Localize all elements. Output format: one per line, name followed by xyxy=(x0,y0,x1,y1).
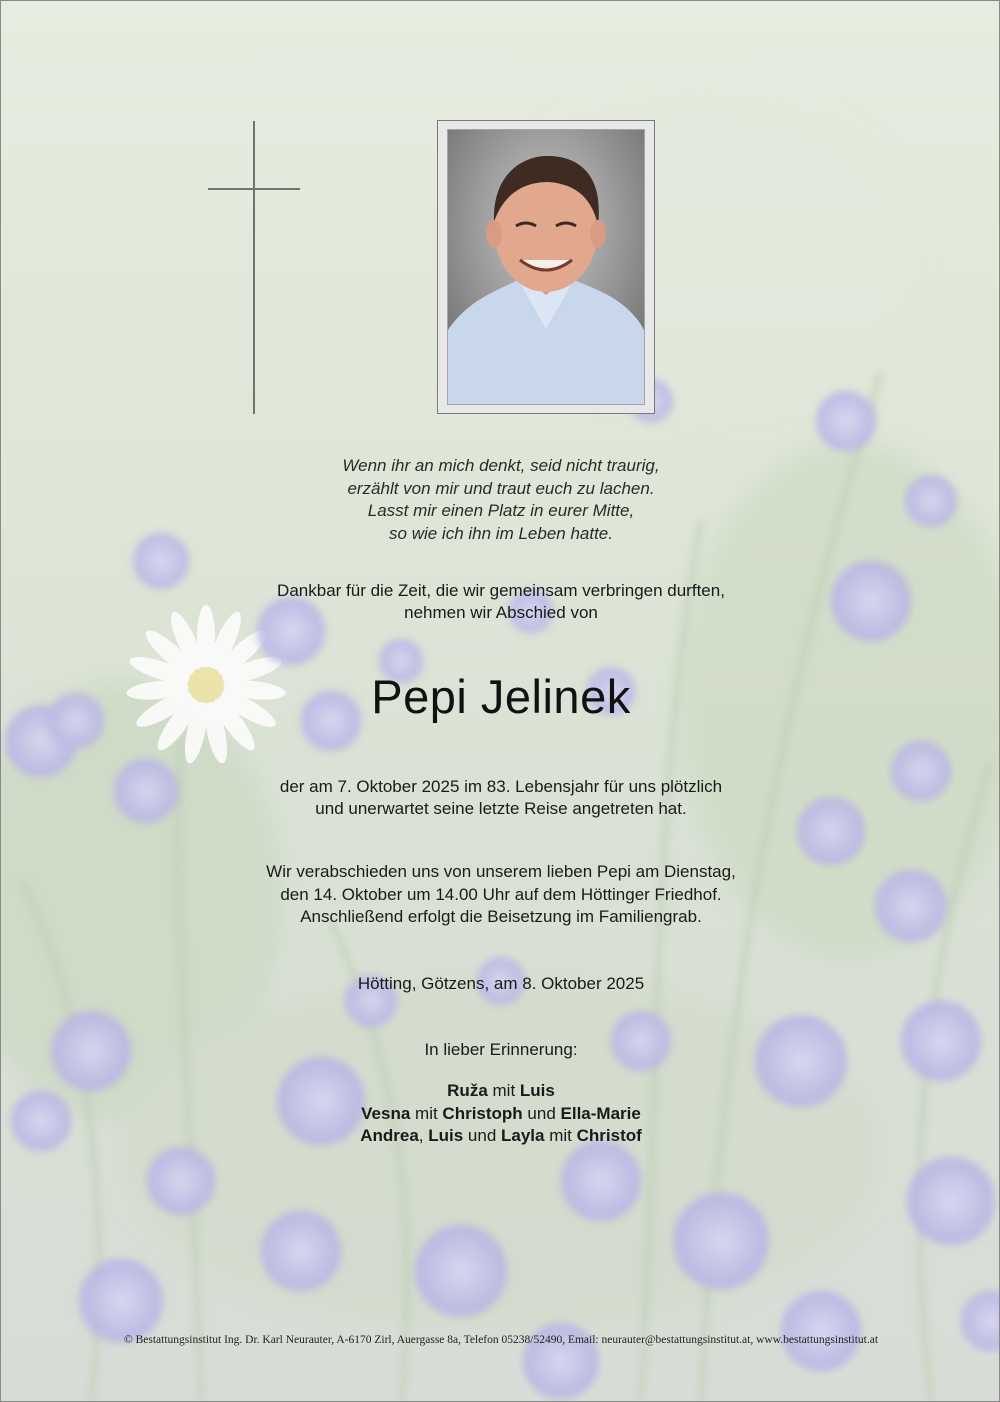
quote-line: so wie ich ihn im Leben hatte. xyxy=(389,523,613,543)
cross-icon-horizontal xyxy=(208,188,300,190)
mourner-name: Andrea xyxy=(360,1126,419,1145)
mourner-name: Vesna xyxy=(361,1103,411,1123)
mourner-name: Layla xyxy=(501,1126,545,1145)
announcement-line: und unerwartet seine letzte Reise angetreten hat. xyxy=(315,799,687,818)
mourner-name: Christoph xyxy=(442,1103,523,1123)
intro-line: nehmen wir Abschied von xyxy=(404,603,598,622)
connector: mit xyxy=(410,1103,443,1123)
cross-icon-vertical xyxy=(253,121,255,414)
quote-line: erzählt von mir und traut euch zu lachen. xyxy=(347,478,655,498)
mourner-name: Ruža xyxy=(447,1081,488,1100)
quote-line: Lasst mir einen Platz in eurer Mitte, xyxy=(367,501,635,520)
connector: und xyxy=(463,1126,502,1145)
mourner-name: Luis xyxy=(519,1081,555,1100)
portrait-frame xyxy=(437,120,655,414)
mourners-list xyxy=(1,1080,1000,1148)
funeral-line: Wir verabschieden uns von unserem lieben Pepi am Dienstag, xyxy=(266,862,736,881)
mourner-name: Luis xyxy=(428,1126,464,1145)
mourners-line xyxy=(1,1125,1000,1148)
funeral-home-footer: © Bestattungsinstitut Ing. Dr. Karl Neurauter, A-6170 Zirl, Auergasse 8a, Telefon 05238/52490, Email: neurauter@bestattungsinstitut.at, www.bestattungsinstitut.at xyxy=(123,1334,879,1346)
mourners-line xyxy=(1,1103,1000,1126)
deceased-name: Pepi Jelinek xyxy=(371,670,631,723)
place-and-date: Hötting, Götzens, am 8. Oktober 2025 xyxy=(357,974,645,993)
mourners-line xyxy=(1,1080,1000,1103)
connector: und xyxy=(522,1103,561,1123)
funeral-line: Anschließend erfolgt die Beisetzung im Familiengrab. xyxy=(300,907,702,926)
connector: mit xyxy=(487,1081,520,1100)
memorial-quote xyxy=(1,455,1000,545)
portrait-photo xyxy=(447,129,645,405)
announcement-line: der am 7. Oktober 2025 im 83. Lebensjahr für uns plötzlich xyxy=(279,777,723,796)
quote-line: Wenn ihr an mich denkt, seid nicht traurig, xyxy=(342,456,660,475)
intro-text xyxy=(1,580,1000,624)
death-announcement xyxy=(1,776,1000,820)
mourner-name: Ella-Marie xyxy=(560,1103,641,1123)
funeral-line: den 14. Oktober um 14.00 Uhr auf dem Höttinger Friedhof. xyxy=(280,884,722,904)
funeral-details xyxy=(1,861,1000,929)
intro-line: Dankbar für die Zeit, die wir gemeinsam verbringen durften, xyxy=(277,581,725,600)
memory-label: In lieber Erinnerung: xyxy=(424,1040,578,1059)
connector: , xyxy=(418,1126,429,1145)
connector: mit xyxy=(544,1126,577,1145)
mourner-name: Christof xyxy=(576,1126,642,1145)
